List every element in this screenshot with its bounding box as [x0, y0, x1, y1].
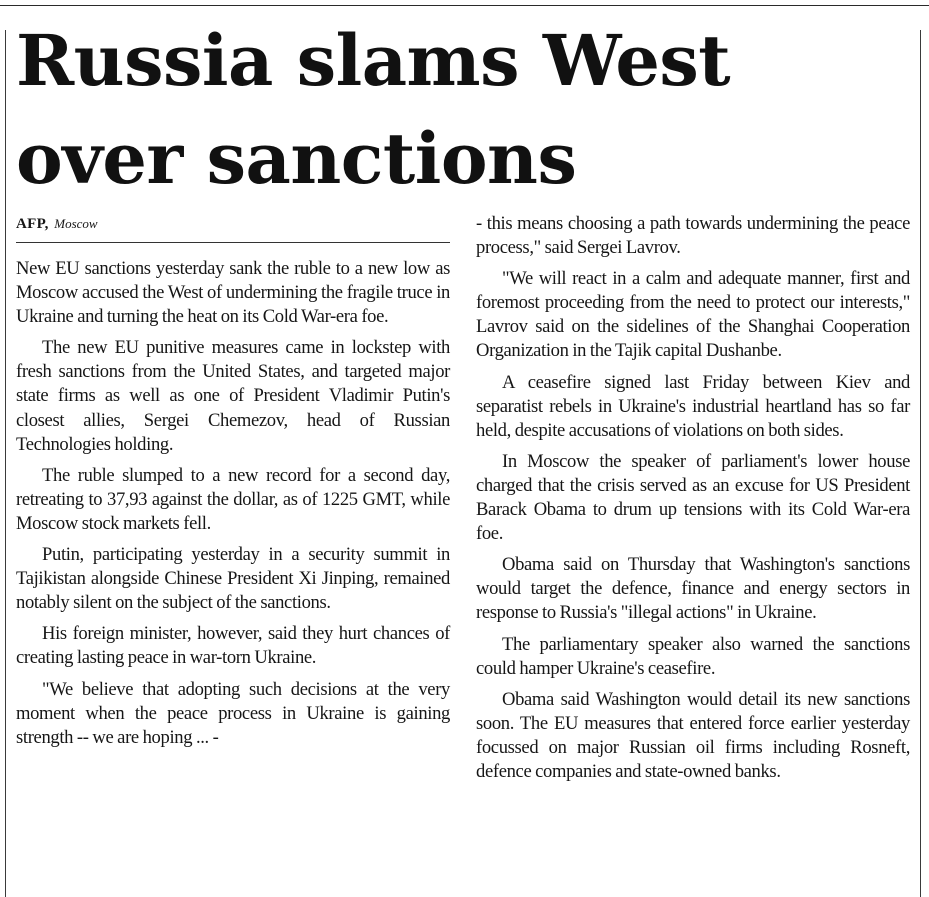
article-column-2 [476, 212, 910, 791]
headline-line-1: Russia slams West [16, 19, 731, 102]
paragraph: A ceasefire signed last Friday between Kiev and separatist rebels in Ukraine's industrial heartland has so far held, despite accusations of violations on both sides. [476, 371, 910, 441]
top-border-rule [0, 5, 929, 6]
right-column-rule [920, 30, 921, 897]
byline-location: Moscow [54, 216, 98, 231]
paragraph: Obama said on Thursday that Washington's sanctions would target the defence, finance and energy sectors in response to Russia's "illegal actions" in Ukraine. [476, 554, 910, 624]
headline-line-2: over sanctions [16, 117, 577, 200]
paragraph: Putin, participating yesterday in a security summit in Tajikistan alongside Chinese President Xi Jinping, remained notably silent on the subject of the sanctions. [16, 544, 450, 614]
paragraph: The parliamentary speaker also warned the sanctions could hamper Ukraine's ceasefire. [476, 633, 910, 679]
paragraph: "We believe that adopting such decisions at the very moment when the peace process in Ukraine is gaining strength -- we are hoping ... - [16, 678, 450, 748]
byline [16, 213, 450, 236]
paragraph: "We will react in a calm and adequate manner, first and foremost proceeding from the need to protect our interests," Lavrov said on the sidelines of the Shanghai Cooperation Organization in the Tajik capital Dushanbe. [476, 268, 910, 362]
article-column-1 [16, 257, 450, 757]
byline-agency: AFP, [16, 216, 49, 232]
headline [16, 12, 916, 208]
paragraph: The ruble slumped to a new record for a second day, retreating to 37,93 against the dollar, as of 1225 GMT, while Moscow stock markets fell. [16, 464, 450, 534]
paragraph: His foreign minister, however, said they hurt chances of creating lasting peace in war-torn Ukraine. [16, 623, 450, 669]
left-column-rule [5, 30, 6, 897]
paragraph: The new EU punitive measures came in lockstep with fresh sanctions from the United States, and targeted major state firms as well as one of President Vladimir Putin's closest allies, Sergei Chemezov, head of Russian Technologies holding. [16, 337, 450, 455]
byline-divider [16, 242, 450, 243]
paragraph: Obama said Washington would detail its new sanctions soon. The EU measures that entered force earlier yesterday focussed on major Russian oil firms including Rosneft, defence companies and state-owned banks. [476, 688, 910, 782]
paragraph: New EU sanctions yesterday sank the ruble to a new low as Moscow accused the West of undermining the fragile truce in Ukraine and turning the heat on its Cold War-era foe. [16, 258, 450, 328]
paragraph: - this means choosing a path towards undermining the peace process," said Sergei Lavrov. [476, 213, 910, 259]
paragraph: In Moscow the speaker of parliament's lower house charged that the crisis served as an excuse for US President Barack Obama to drum up tensions with its Cold War-era foe. [476, 450, 910, 545]
